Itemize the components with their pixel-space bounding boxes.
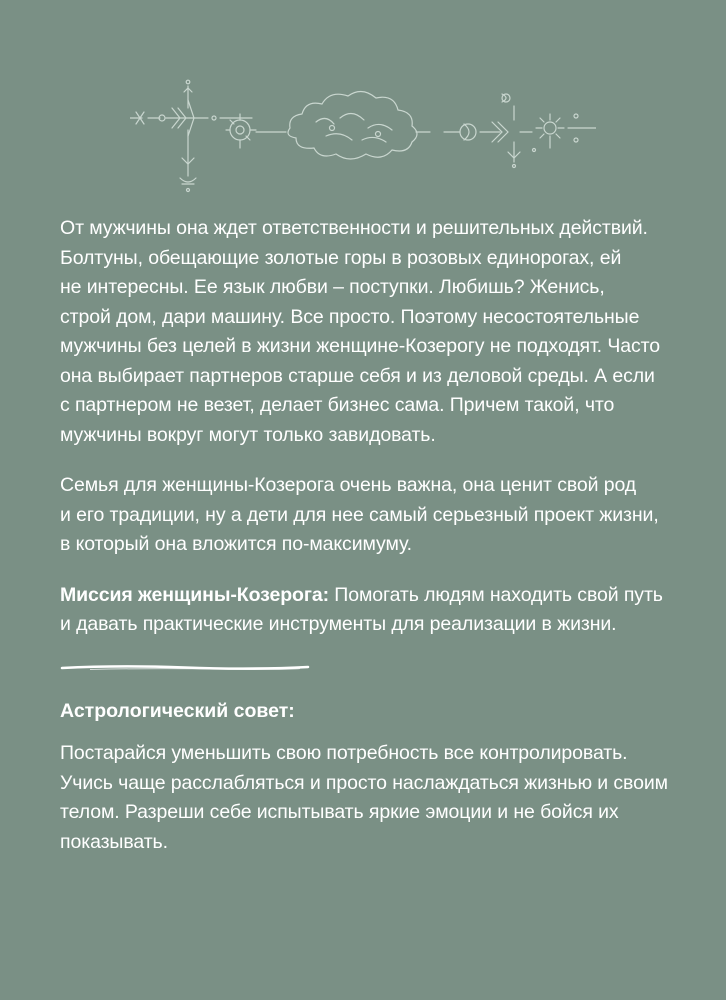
left-moon-ornament (226, 114, 256, 148)
mission-paragraph (60, 581, 680, 640)
paragraph-partner-expectations: От мужчины она ждет ответственности и решительных действий. Болтуны, обещающие золотые горы в розовых единорогах, ей не интересны. Ее язык любви – поступки. Любишь? Женись, строй дом, дари машину. Все просто. Поэтому несостоятельные мужчины без целей в жизни женщине-Козерогу не подходят. Часто она выбирает партнеров старше себя и из деловой среды. А если с партнером не везет, делает бизнес сама. Причем такой, что мужчины вокруг могут только завидовать. (60, 217, 660, 446)
left-star-ornament (180, 80, 196, 191)
paragraph-family: Семья для женщины-Козерога очень важна, она ценит свой род и его традиции, ну а дети для нее самый серьезный проект жизни, в который она вложится по-максимуму. (60, 474, 659, 555)
brush-divider (60, 664, 310, 672)
main-content (60, 214, 680, 857)
mission-text: Помогать людям находить свой путь и давать практические инструменты для реализации в жизни. (60, 583, 663, 635)
left-arrow-ornament (130, 100, 252, 136)
right-moon-ornament (444, 122, 508, 142)
right-star-ornament (502, 94, 520, 168)
advice-text: Постарайся уменьшить свою потребность все контролировать. Учись чаще расслабляться и просто наслаждаться жизнью и своим телом. Разреши себе испытывать яркие эмоции и не бойся их показывать. (60, 742, 668, 853)
mission-label: Миссия женщины-Козерога: (60, 583, 329, 606)
advice-title: Астрологический совет: (60, 699, 295, 722)
sun-ornament (520, 114, 596, 152)
celestial-ornament (130, 78, 596, 196)
cloud-ornament (256, 91, 430, 159)
